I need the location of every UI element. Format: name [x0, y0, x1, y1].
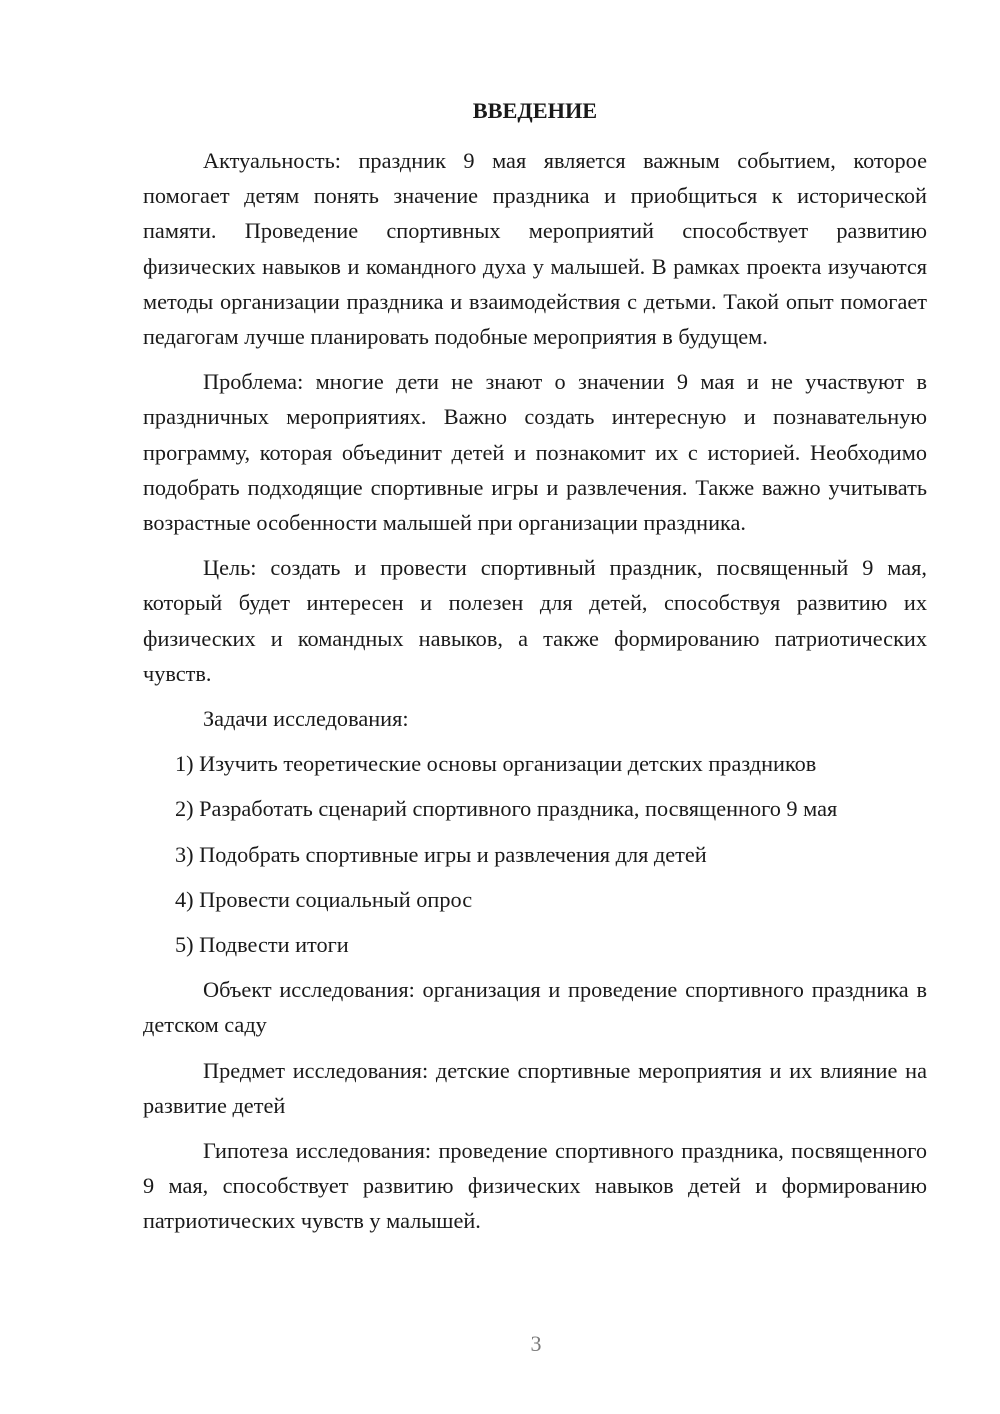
- list-item: 5) Подвести итоги: [175, 932, 349, 958]
- tasks-heading: Задачи исследования:: [203, 706, 409, 732]
- page-content: [143, 95, 927, 1249]
- page-number: 3: [530, 1331, 542, 1356]
- relevance-paragraph: Актуальность: праздник 9 мая является важным событием, которое помогает детям понять значение праздника и приобщиться к исторической памяти. Проведение спортивных мероприятий способствует развитию физических навыков и командного духа у малышей. В рамках проекта изучаются методы организации праздника и взаимодействия с детьми. Такой опыт помогает педагогам лучше планировать подобные мероприятия в будущем.: [143, 148, 927, 350]
- tasks-list: [143, 746, 927, 962]
- page-title: ВВЕДЕНИЕ: [472, 98, 598, 123]
- list-item: 2) Разработать сценарий спортивного праздника, посвященного 9 мая: [175, 796, 838, 822]
- problem-paragraph: Проблема: многие дети не знают о значении 9 мая и не участвуют в праздничных мероприятиях. Важно создать интересную и познавательную программу, которая объединит детей и познакомит их с историей. Необходимо подобрать подходящие спортивные игры и развлечения. Также важно учитывать возрастные особенности малышей при организации праздника.: [143, 369, 927, 536]
- list-item: 4) Провести социальный опрос: [175, 886, 473, 912]
- object-paragraph: Объект исследования: организация и проведение спортивного праздника в детском саду: [143, 977, 927, 1038]
- list-item: 3) Подобрать спортивные игры и развлечения для детей: [175, 841, 707, 867]
- subject-paragraph: Предмет исследования: детские спортивные мероприятия и их влияние на развитие детей: [143, 1057, 927, 1118]
- list-item: 1) Изучить теоретические основы организации детских праздников: [175, 751, 817, 777]
- goal-paragraph: Цель: создать и провести спортивный праздник, посвященный 9 мая, который будет интересен и полезен для детей, способствуя развитию их физических и командных навыков, а также формированию патриотических чувств.: [143, 555, 927, 686]
- hypothesis-paragraph: Гипотеза исследования: проведение спортивного праздника, посвященного 9 мая, способствует развитию физических навыков детей и формированию патриотических чувств у малышей.: [143, 1138, 927, 1234]
